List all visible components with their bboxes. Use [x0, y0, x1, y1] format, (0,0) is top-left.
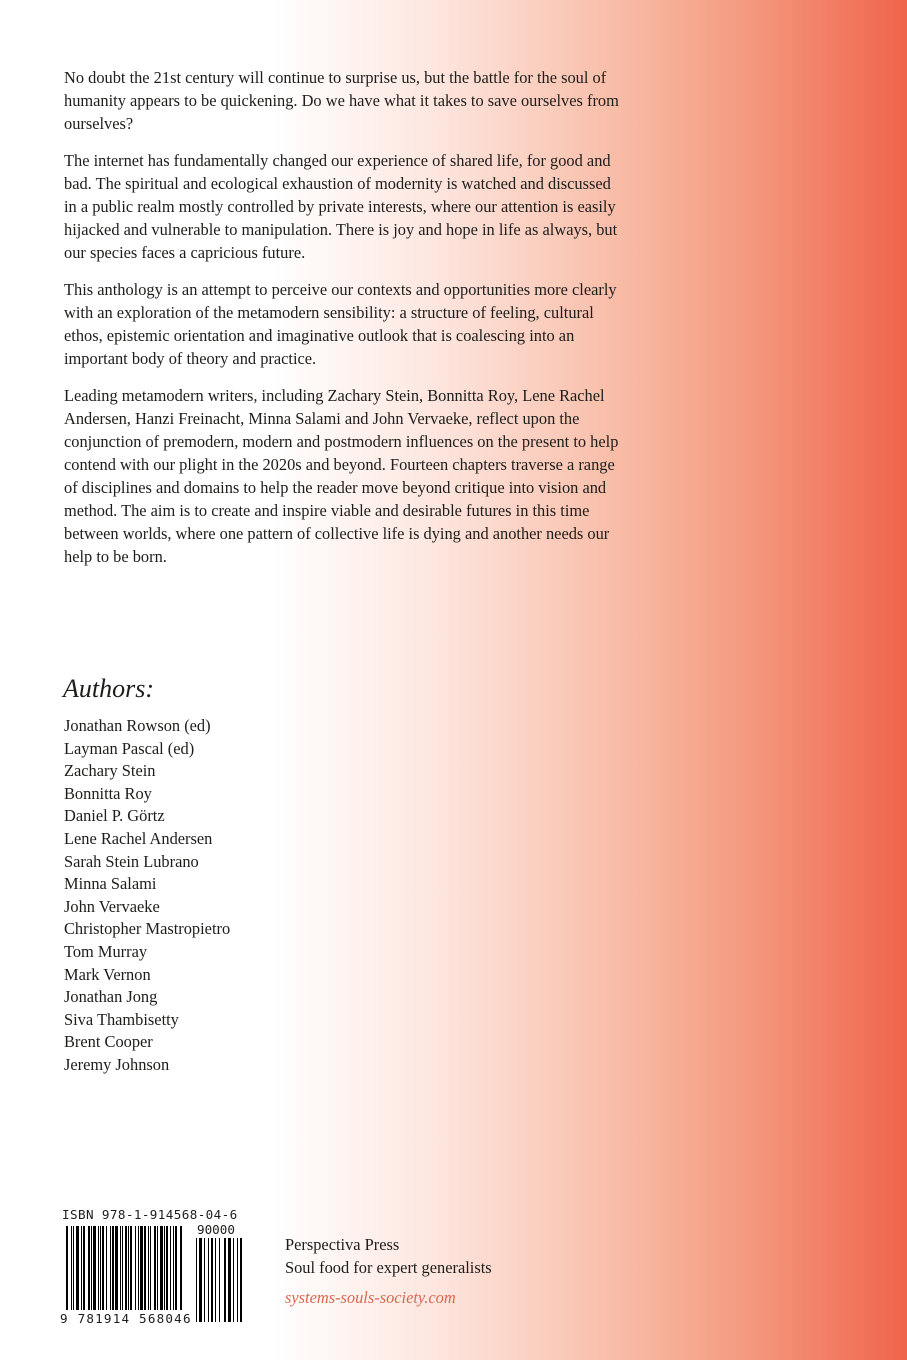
author-item: Lene Rachel Andersen [64, 828, 213, 848]
barcode-bar [91, 1226, 92, 1310]
barcode-bar [125, 1226, 127, 1310]
barcode-bar [157, 1226, 158, 1310]
blurb-paragraph-2: The internet has fundamentally changed our experience of shared life, for good and bad. The spiritual and ecological exhaustion of modernity is watched and discussed in a public realm mostly controlled by private interests, where our attention is easily hijacked and vulnerable to manipulation. There is joy and hope in life as always, but our species faces a capricious future. [64, 151, 618, 262]
barcode-bar [150, 1226, 151, 1310]
barcode-bar [164, 1226, 165, 1310]
barcode-bar [160, 1226, 163, 1310]
author-item: Brent Cooper [64, 1032, 153, 1052]
author-item: Zachary Stein [64, 761, 156, 781]
barcode-bar [204, 1238, 205, 1322]
author-item: Daniel P. Görtz [64, 806, 165, 826]
blurb-paragraph-4: Leading metamodern writers, including Zachary Stein, Bonnitta Roy, Lene Rachel Andersen, Hanzi Freinacht, Minna Salami and John Vervaeke, reflect upon the conjunction of premodern, modern and postmodern influences on the present to help contend with our plight in the 2020s and beyond. Fourteen chapters traverse a range of disciplines and domains to help the reader move beyond critique into vision and method. The aim is to create and inspire viable and desirable futures in this time between worlds, where one pattern of collective life is dying and another needs our help to be born. [64, 386, 619, 566]
author-item: Jonathan Rowson (ed) [64, 716, 211, 735]
barcode-bar [128, 1226, 129, 1310]
barcode-bar [228, 1238, 231, 1322]
author-item: Layman Pascal (ed) [64, 738, 195, 758]
barcode-bar [81, 1226, 82, 1310]
publisher-block [285, 1233, 492, 1309]
barcode-bar [110, 1226, 111, 1310]
author-item: Siva Thambisetty [64, 1009, 179, 1029]
barcode-bar [115, 1226, 118, 1310]
publisher-name: Perspectiva Press [285, 1235, 400, 1254]
barcode-bar [154, 1226, 156, 1310]
barcode-bar [219, 1238, 220, 1322]
barcode-bar [66, 1226, 68, 1310]
barcode-bar [196, 1238, 197, 1322]
barcode-image [62, 1224, 245, 1324]
isbn-label: ISBN 978-1-914568-04-6 [62, 1207, 238, 1222]
barcode-bar [215, 1238, 216, 1322]
barcode-bar [175, 1226, 177, 1310]
barcode-bar [102, 1226, 104, 1310]
author-item: John Vervaeke [64, 896, 160, 916]
blurb [64, 66, 624, 582]
author-item: Christopher Mastropietro [64, 919, 231, 939]
author-item: Sarah Stein Lubrano [64, 851, 199, 871]
barcode-bar [173, 1226, 174, 1310]
barcode-bar [130, 1226, 132, 1310]
barcode-bar [237, 1238, 238, 1322]
author-item: Minna Salami [64, 874, 157, 894]
barcode-bar [208, 1238, 209, 1322]
blurb-paragraph-3: This anthology is an attempt to perceive our contexts and opportunities more clearly with an exploration of the metamodern sensibility: a structure of feeling, cultural ethos, epistemic orientation and imaginative outlook that is coalescing into an important body of theory and practice. [64, 280, 617, 368]
barcode-bar [233, 1238, 234, 1322]
barcode-bar [199, 1238, 202, 1322]
barcode-bar [170, 1226, 171, 1310]
barcode-bar [240, 1238, 242, 1322]
barcode-bar [112, 1226, 114, 1310]
barcode-bar [180, 1226, 182, 1310]
barcode-bar [73, 1226, 74, 1310]
barcode-bar [120, 1226, 121, 1310]
barcode-bar [93, 1226, 96, 1310]
author-item: Jonathan Jong [64, 987, 158, 1007]
barcode-bar [138, 1226, 139, 1310]
barcode-bar [100, 1226, 101, 1310]
barcode-bar [148, 1226, 149, 1310]
barcode-bar [98, 1226, 99, 1310]
author-item: Bonnitta Roy [64, 783, 152, 803]
barcode-bar [135, 1226, 136, 1310]
author-item: Mark Vernon [64, 964, 151, 984]
barcode-bar [122, 1226, 123, 1310]
barcode-bar [88, 1226, 90, 1310]
barcode-bar [144, 1226, 146, 1310]
authors-list [64, 715, 230, 1077]
blurb-paragraph-1: No doubt the 21st century will continue to surprise us, but the battle for the soul of humanity appears to be quickening. Do we have what it takes to save ourselves from ourselves? [64, 68, 619, 133]
barcode-bar [106, 1226, 107, 1310]
barcode-bar [166, 1226, 168, 1310]
author-item: Tom Murray [64, 941, 148, 961]
publisher-url[interactable]: systems-souls-society.com [285, 1288, 456, 1307]
barcode-bar [224, 1238, 226, 1322]
authors-heading: Authors: [63, 674, 154, 703]
barcode-bar [211, 1238, 213, 1322]
author-item: Jeremy Johnson [64, 1054, 170, 1074]
barcode-bar [71, 1226, 72, 1310]
publisher-tagline: Soul food for expert generalists [285, 1258, 492, 1277]
barcode-bar [76, 1226, 79, 1310]
barcode-digits: 9 781914 568046 [60, 1311, 192, 1326]
price-code: 90000 [197, 1222, 235, 1237]
barcode-bar [83, 1226, 85, 1310]
barcode-bar [140, 1226, 143, 1310]
